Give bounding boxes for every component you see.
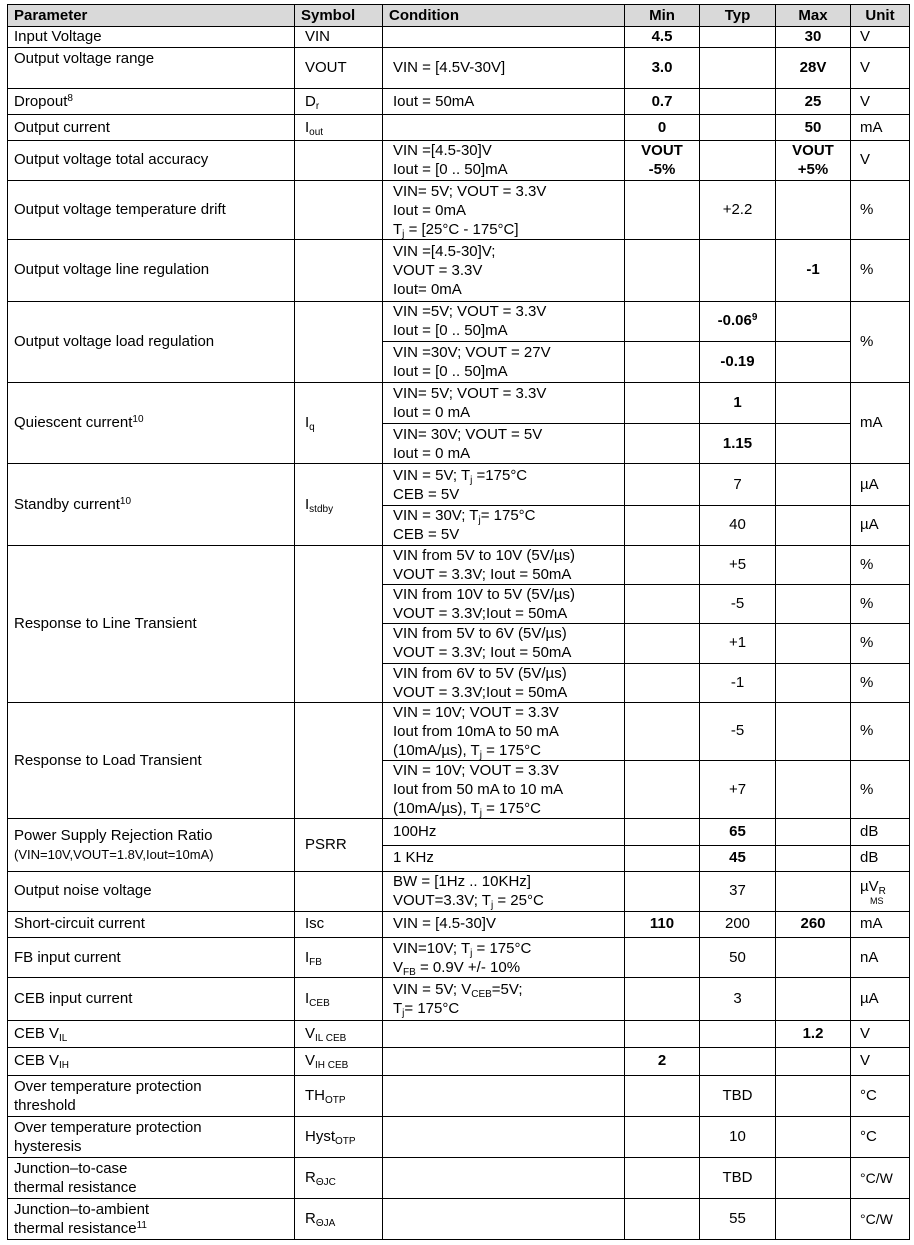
max-cell: VOUT +5% xyxy=(776,140,851,180)
condition-cell: 1 KHz xyxy=(383,845,625,871)
unit-cell: V xyxy=(851,48,910,89)
min-cell xyxy=(625,845,700,871)
typ-cell xyxy=(700,115,776,140)
min-cell xyxy=(625,585,700,624)
typ-cell: +5 xyxy=(700,545,776,584)
max-cell: 28V xyxy=(776,48,851,89)
typ-cell xyxy=(700,1020,776,1047)
typ-cell: 55 xyxy=(700,1198,776,1240)
table-row xyxy=(8,871,910,911)
max-cell xyxy=(776,761,851,819)
max-cell xyxy=(776,624,851,663)
condition-cell: VIN= 5V; VOUT = 3.3V Iout = 0mA $T_j = [25^\circ C - 175^\circ C]$ xyxy=(383,180,625,239)
symbol-cell: $V_{IH CEB}$ xyxy=(295,1047,383,1075)
condition-cell: VIN =30V; VOUT = 27V Iout = [0 .. 50]mA xyxy=(383,341,625,382)
max-cell: 1.2 xyxy=(776,1020,851,1047)
symbol-cell: $D_r$ xyxy=(295,89,383,115)
parameter-cell: Standby current$^{10}$ xyxy=(8,464,295,545)
parameter-cell: FB input current xyxy=(8,938,295,978)
typ-cell: -0.06$^9$ xyxy=(700,301,776,341)
parameter-cell: Power Supply Rejection Ratio (VIN=10V,VOUT=1.8V,Iout=10mA) xyxy=(8,819,295,871)
table-row xyxy=(8,180,910,239)
min-cell xyxy=(625,424,700,464)
unit-cell: % xyxy=(851,663,910,702)
typ-cell: 1.15 xyxy=(700,424,776,464)
condition-cell: VIN= 30V; VOUT = 5V Iout = 0 mA xyxy=(383,424,625,464)
parameter-cell: Output current xyxy=(8,115,295,140)
table-row xyxy=(8,702,910,760)
table-row xyxy=(8,27,910,48)
condition-cell: VIN = [4.5-30]V xyxy=(383,911,625,937)
table-row xyxy=(8,301,910,341)
unit-cell: °C/W xyxy=(851,1158,910,1198)
min-cell xyxy=(625,301,700,341)
min-cell xyxy=(625,978,700,1020)
unit-cell: mA xyxy=(851,911,910,937)
table-row xyxy=(8,545,910,584)
table-row xyxy=(8,978,910,1020)
symbol-cell: $I_q$ xyxy=(295,382,383,463)
unit-cell: V xyxy=(851,140,910,180)
typ-cell: 40 xyxy=(700,505,776,545)
table-row xyxy=(8,240,910,301)
symbol-cell: PSRR xyxy=(295,819,383,871)
table-row xyxy=(8,1020,910,1047)
unit-cell: V xyxy=(851,27,910,48)
typ-cell: 50 xyxy=(700,938,776,978)
unit-cell: µA xyxy=(851,464,910,505)
unit-cell: dB xyxy=(851,845,910,871)
min-cell xyxy=(625,871,700,911)
typ-cell xyxy=(700,140,776,180)
condition-cell: VIN=10V; $T_j = 175^\circ C$ $V_{FB} = 0.9V$ +/- 10% xyxy=(383,938,625,978)
header-parameter: Parameter xyxy=(8,5,295,27)
symbol-cell xyxy=(295,871,383,911)
max-cell xyxy=(776,545,851,584)
condition-cell: VIN from 5V to 6V (5V/µs) VOUT = 3.3V; Iout = 50mA xyxy=(383,624,625,663)
symbol-cell: $V_{IL CEB}$ xyxy=(295,1020,383,1047)
typ-cell: 200 xyxy=(700,911,776,937)
parameter-cell: Junction–to-case thermal resistance xyxy=(8,1158,295,1198)
condition-cell: 100Hz xyxy=(383,819,625,845)
header-min: Min xyxy=(625,5,700,27)
min-cell xyxy=(625,1020,700,1047)
min-cell: 110 xyxy=(625,911,700,937)
table-row xyxy=(8,89,910,115)
table-row xyxy=(8,1198,910,1240)
min-cell xyxy=(625,761,700,819)
unit-cell: mA xyxy=(851,115,910,140)
min-cell: 2 xyxy=(625,1047,700,1075)
table-row xyxy=(8,1047,910,1075)
symbol-cell: Hyst$_{OTP}$ xyxy=(295,1117,383,1158)
typ-cell: 65 xyxy=(700,819,776,845)
table-row xyxy=(8,48,910,89)
unit-cell: nA xyxy=(851,938,910,978)
min-cell xyxy=(625,819,700,845)
unit-cell: °C/W xyxy=(851,1198,910,1240)
unit-cell: V xyxy=(851,89,910,115)
symbol-cell: $TH_{OTP}$ xyxy=(295,1075,383,1116)
parameter-cell: CEB $V_{IL}$ xyxy=(8,1020,295,1047)
max-cell xyxy=(776,464,851,505)
min-cell: 0.7 xyxy=(625,89,700,115)
parameter-cell: Over temperature protection hysteresis xyxy=(8,1117,295,1158)
unit-cell: µA xyxy=(851,505,910,545)
condition-cell xyxy=(383,1158,625,1198)
min-cell xyxy=(625,938,700,978)
symbol-cell: Isc xyxy=(295,911,383,937)
max-cell xyxy=(776,1047,851,1075)
condition-cell: VIN= 5V; VOUT = 3.3V Iout = 0 mA xyxy=(383,382,625,423)
symbol-cell: $R_{\Theta JA}$ xyxy=(295,1198,383,1240)
parameter-cell: Output voltage load regulation xyxy=(8,301,295,382)
symbol-cell: VIN xyxy=(295,27,383,48)
condition-cell: VIN =[4.5-30]V; VOUT = 3.3V Iout= 0mA xyxy=(383,240,625,301)
typ-cell xyxy=(700,240,776,301)
header-condition: Condition xyxy=(383,5,625,27)
typ-cell xyxy=(700,89,776,115)
min-cell xyxy=(625,1158,700,1198)
condition-cell: VIN = [4.5V-30V] xyxy=(383,48,625,89)
min-cell xyxy=(625,341,700,382)
typ-cell: 7 xyxy=(700,464,776,505)
typ-cell: 37 xyxy=(700,871,776,911)
symbol-cell xyxy=(295,140,383,180)
unit-cell: % xyxy=(851,545,910,584)
electrical-characteristics-table xyxy=(7,4,910,1240)
min-cell xyxy=(625,545,700,584)
table-header-row xyxy=(8,5,910,27)
typ-cell: -0.19 xyxy=(700,341,776,382)
unit-cell: dB xyxy=(851,819,910,845)
typ-cell: +7 xyxy=(700,761,776,819)
unit-cell: °C xyxy=(851,1075,910,1116)
typ-cell xyxy=(700,1047,776,1075)
condition-cell xyxy=(383,1075,625,1116)
parameter-cell: Response to Line Transient xyxy=(8,545,295,702)
table-row xyxy=(8,911,910,937)
table-row xyxy=(8,1117,910,1158)
min-cell xyxy=(625,1117,700,1158)
parameter-cell: Output voltage range xyxy=(8,48,295,89)
typ-cell: +1 xyxy=(700,624,776,663)
min-cell xyxy=(625,180,700,239)
min-cell: 3.0 xyxy=(625,48,700,89)
max-cell xyxy=(776,1158,851,1198)
max-cell: 50 xyxy=(776,115,851,140)
symbol-cell xyxy=(295,301,383,382)
max-cell xyxy=(776,1117,851,1158)
condition-cell: VIN = 10V; VOUT = 3.3V Iout from 10mA to 50 mA (10mA/µs), $T_j = 175^\circ C$ xyxy=(383,702,625,760)
unit-cell: % xyxy=(851,761,910,819)
min-cell xyxy=(625,1075,700,1116)
table-row xyxy=(8,1158,910,1198)
header-typ: Typ xyxy=(700,5,776,27)
parameter-cell: Junction–to-ambient thermal resistance$^{11}$ xyxy=(8,1198,295,1240)
condition-cell: VIN from 10V to 5V (5V/µs) VOUT = 3.3V;Iout = 50mA xyxy=(383,585,625,624)
max-cell xyxy=(776,341,851,382)
parameter-cell: Output noise voltage xyxy=(8,871,295,911)
symbol-cell: $I_{FB}$ xyxy=(295,938,383,978)
max-cell xyxy=(776,180,851,239)
unit-cell: % xyxy=(851,702,910,760)
typ-cell: TBD xyxy=(700,1158,776,1198)
parameter-cell: Short-circuit current xyxy=(8,911,295,937)
symbol-cell: $I_{stdby}$ xyxy=(295,464,383,545)
unit-cell: mA xyxy=(851,382,910,463)
symbol-cell xyxy=(295,545,383,702)
parameter-cell: CEB input current xyxy=(8,978,295,1020)
min-cell xyxy=(625,702,700,760)
condition-cell: VIN from 6V to 5V (5V/µs) VOUT = 3.3V;Iout = 50mA xyxy=(383,663,625,702)
parameter-cell: Response to Load Transient xyxy=(8,702,295,819)
parameter-cell: Output voltage total accuracy xyxy=(8,140,295,180)
symbol-cell: $I_{out}$ xyxy=(295,115,383,140)
min-cell: 4.5 xyxy=(625,27,700,48)
max-cell: 25 xyxy=(776,89,851,115)
header-unit: Unit xyxy=(851,5,910,27)
header-max: Max xyxy=(776,5,851,27)
symbol-cell: VOUT xyxy=(295,48,383,89)
typ-cell: -5 xyxy=(700,702,776,760)
max-cell xyxy=(776,301,851,341)
table-row xyxy=(8,1075,910,1116)
unit-cell: °C xyxy=(851,1117,910,1158)
min-cell xyxy=(625,464,700,505)
parameter-cell: Quiescent current$^{10}$ xyxy=(8,382,295,463)
condition-cell: VIN = 10V; VOUT = 3.3V Iout from 50 mA to 10 mA (10mA/µs), $T_j = 175^\circ C$ xyxy=(383,761,625,819)
max-cell xyxy=(776,938,851,978)
typ-cell xyxy=(700,48,776,89)
max-cell xyxy=(776,424,851,464)
max-cell xyxy=(776,505,851,545)
typ-cell: +2.2 xyxy=(700,180,776,239)
unit-cell: µA xyxy=(851,978,910,1020)
symbol-cell xyxy=(295,240,383,301)
typ-cell: 1 xyxy=(700,382,776,423)
parameter-cell: CEB $V_{IH}$ xyxy=(8,1047,295,1075)
max-cell xyxy=(776,1075,851,1116)
unit-cell: µV$_R$ MS xyxy=(851,871,910,911)
max-cell xyxy=(776,663,851,702)
max-cell xyxy=(776,845,851,871)
condition-cell xyxy=(383,115,625,140)
unit-cell: % xyxy=(851,240,910,301)
symbol-cell: $I_{CEB}$ xyxy=(295,978,383,1020)
unit-cell: V xyxy=(851,1020,910,1047)
min-cell: 0 xyxy=(625,115,700,140)
max-cell xyxy=(776,871,851,911)
min-cell xyxy=(625,240,700,301)
min-cell xyxy=(625,382,700,423)
condition-cell: BW = [1Hz .. 10KHz] VOUT=3.3V; $T_j = 25^\circ C$ xyxy=(383,871,625,911)
max-cell xyxy=(776,702,851,760)
table-row xyxy=(8,938,910,978)
symbol-cell xyxy=(295,702,383,819)
typ-cell: 3 xyxy=(700,978,776,1020)
unit-cell: V xyxy=(851,1047,910,1075)
symbol-cell xyxy=(295,180,383,239)
typ-cell: 45 xyxy=(700,845,776,871)
min-cell xyxy=(625,624,700,663)
table-row xyxy=(8,464,910,505)
unit-cell: % xyxy=(851,585,910,624)
condition-cell xyxy=(383,1020,625,1047)
condition-cell xyxy=(383,27,625,48)
max-cell xyxy=(776,382,851,423)
min-cell xyxy=(625,505,700,545)
condition-cell: VIN from 5V to 10V (5V/µs) VOUT = 3.3V; Iout = 50mA xyxy=(383,545,625,584)
typ-cell: 10 xyxy=(700,1117,776,1158)
min-cell xyxy=(625,663,700,702)
condition-cell: VIN =5V; VOUT = 3.3V Iout = [0 .. 50]mA xyxy=(383,301,625,341)
max-cell: 30 xyxy=(776,27,851,48)
table-row xyxy=(8,140,910,180)
header-symbol: Symbol xyxy=(295,5,383,27)
table-row xyxy=(8,115,910,140)
condition-cell xyxy=(383,1047,625,1075)
condition-cell: VIN = 30V; $T_j= 175^\circ C$ CEB = 5V xyxy=(383,505,625,545)
typ-cell: -1 xyxy=(700,663,776,702)
typ-cell xyxy=(700,27,776,48)
parameter-cell: Input Voltage xyxy=(8,27,295,48)
table-row xyxy=(8,819,910,845)
parameter-cell: Over temperature protection threshold xyxy=(8,1075,295,1116)
min-cell: VOUT -5% xyxy=(625,140,700,180)
unit-cell: % xyxy=(851,180,910,239)
condition-cell xyxy=(383,1117,625,1158)
min-cell xyxy=(625,1198,700,1240)
max-cell: -1 xyxy=(776,240,851,301)
max-cell xyxy=(776,585,851,624)
parameter-cell: Dropout$^8$ xyxy=(8,89,295,115)
parameter-cell: Output voltage line regulation xyxy=(8,240,295,301)
unit-cell: % xyxy=(851,301,910,382)
unit-cell: % xyxy=(851,624,910,663)
condition-cell: VIN =[4.5-30]V Iout = [0 .. 50]mA xyxy=(383,140,625,180)
condition-cell: VIN = 5V; $T_j =175^\circ C$ CEB = 5V xyxy=(383,464,625,505)
condition-cell: Iout = 50mA xyxy=(383,89,625,115)
parameter-cell: Output voltage temperature drift xyxy=(8,180,295,239)
typ-cell: -5 xyxy=(700,585,776,624)
table-row xyxy=(8,382,910,423)
typ-cell: TBD xyxy=(700,1075,776,1116)
max-cell xyxy=(776,978,851,1020)
max-cell: 260 xyxy=(776,911,851,937)
condition-cell: VIN = 5V; $V_{CEB}=5V$; $T_j= 175^\circ C$ xyxy=(383,978,625,1020)
max-cell xyxy=(776,1198,851,1240)
condition-cell xyxy=(383,1198,625,1240)
symbol-cell: $R_{\Theta JC}$ xyxy=(295,1158,383,1198)
max-cell xyxy=(776,819,851,845)
